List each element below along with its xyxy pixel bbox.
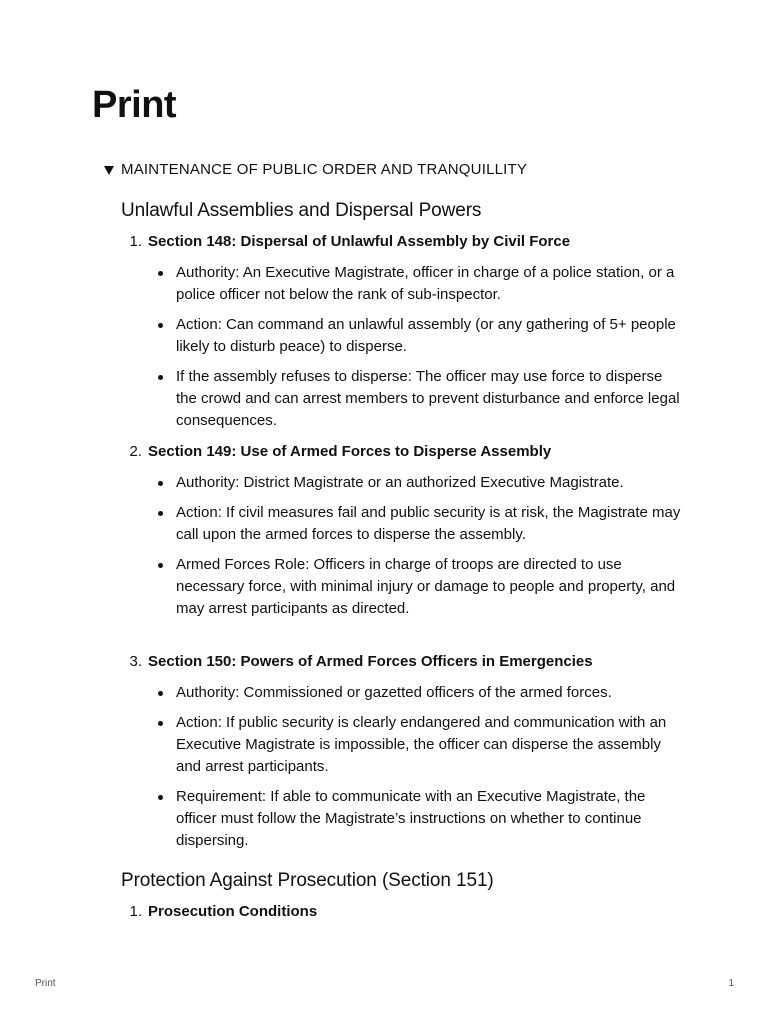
bullet-icon: [158, 323, 163, 328]
list-number: 2.: [129, 443, 142, 460]
bullet-item: Armed Forces Role: Officers in charge of troops are directed to use necessary force, with minimal injury or damage to people and property, and may arrest participants as directed.: [155, 554, 685, 620]
section-heading-unlawful-assemblies: Unlawful Assemblies and Dispersal Powers: [121, 200, 482, 221]
list-number: 3.: [129, 653, 142, 670]
bullet-icon: [158, 563, 163, 568]
bullet-item: Authority: District Magistrate or an authorized Executive Magistrate.: [155, 472, 685, 494]
page-title: Print: [92, 84, 177, 126]
bullet-icon: [158, 511, 163, 516]
section-title: Section 148: Dispersal of Unlawful Assembly by Civil Force: [148, 233, 571, 250]
bullet-item: If the assembly refuses to disperse: The officer may use force to disperse the crowd and can arrest members to prevent disturbance and enforce legal consequences.: [155, 366, 685, 432]
bullet-item: Action: If civil measures fail and public security is at risk, the Magistrate may call upon the armed forces to disperse the assembly.: [155, 502, 685, 546]
section-title: Prosecution Conditions: [148, 903, 318, 920]
bullet-item: Action: Can command an unlawful assembly (or any gathering of 5+ people likely to disturb peace) to disperse.: [155, 314, 685, 358]
toggle-heading[interactable]: [104, 161, 527, 178]
list-item-section-149: [121, 443, 551, 460]
bullet-icon: [158, 795, 163, 800]
list-number: 1.: [129, 233, 142, 250]
bullet-item: Authority: Commissioned or gazetted officers of the armed forces.: [155, 682, 685, 704]
list-item-section-150: [121, 653, 593, 670]
list-number: 1.: [129, 903, 142, 920]
bullet-item: Authority: An Executive Magistrate, officer in charge of a police station, or a police officer not below the rank of sub-inspector.: [155, 262, 685, 306]
bullet-item: Requirement: If able to communicate with an Executive Magistrate, the officer must follow the Magistrate’s instructions on whether to continue dispersing.: [155, 786, 685, 852]
list-item-prosecution-conditions: [121, 903, 317, 920]
bullet-icon: [158, 721, 163, 726]
section-title: Section 149: Use of Armed Forces to Disperse Assembly: [148, 443, 552, 460]
bullet-item: Action: If public security is clearly endangered and communication with an Executive Magistrate is impossible, the officer can disperse the assembly and arrest participants.: [155, 712, 685, 778]
bullet-icon: [158, 375, 163, 380]
section-title: Section 150: Powers of Armed Forces Officers in Emergencies: [148, 653, 593, 670]
list-item-section-148: [121, 233, 570, 250]
bullet-icon: [158, 481, 163, 486]
toggle-heading-label: MAINTENANCE OF PUBLIC ORDER AND TRANQUILLITY: [121, 161, 528, 178]
section-heading-protection-against-prosecution: Protection Against Prosecution (Section 151): [121, 870, 494, 891]
footer-title: Print: [35, 978, 56, 989]
bullet-list-section-148: [155, 262, 685, 440]
bullet-icon: [158, 691, 163, 696]
bullet-icon: [158, 271, 163, 276]
page-number: 1: [728, 978, 734, 989]
bullet-list-section-149: [155, 472, 685, 628]
toggle-triangle-icon[interactable]: [104, 166, 114, 175]
bullet-list-section-150: [155, 682, 685, 860]
